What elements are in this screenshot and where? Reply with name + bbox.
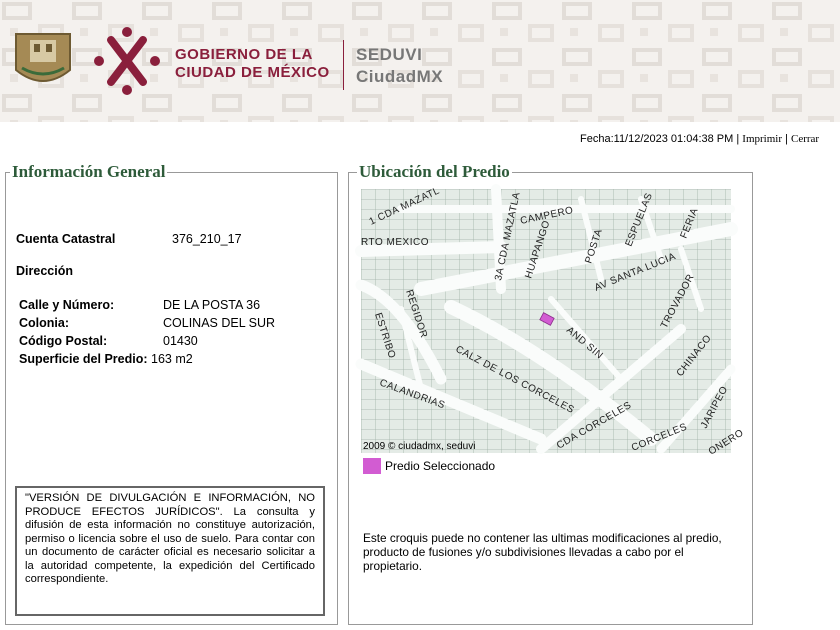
street-posta: POSTA — [583, 227, 605, 265]
map-copyright: 2009 © ciudadmx, seduvi — [363, 441, 476, 452]
street-estribo: ESTRIBO — [372, 311, 398, 361]
location-title: Ubicación del Predio — [359, 162, 510, 181]
cuenta-value: 376_210_17 — [172, 232, 242, 246]
street-mazatlan: 1 CDA MAZATL — [367, 185, 442, 228]
street-corceles: CALZ DE LOS CORCELES — [453, 343, 577, 417]
street-mazatlan-3: 3A CDA MAZATLA — [493, 191, 523, 282]
street-mexico: RTO MEXICO — [361, 237, 429, 248]
street-chinaco: CHINACO — [674, 332, 714, 379]
street-santa-lucia: AV SANTA LUCIA — [593, 251, 678, 294]
cp-label: Código Postal: — [19, 334, 108, 348]
street-regidor: REGIDOR — [403, 288, 430, 340]
general-info-title: Información General — [12, 162, 166, 181]
date-toolbar: Fecha:11/12/2023 01:04:38 PM | Imprimir | Cerrar — [580, 133, 820, 145]
street-huapango: HUAPANGO — [523, 218, 553, 280]
street-calandrias: CALANDRIAS — [377, 377, 447, 412]
street-espuelas: ESPUELAS — [623, 191, 656, 249]
close-link[interactable]: Cerrar — [791, 133, 820, 145]
street-corceles-2: CORCELES — [630, 421, 689, 454]
header-divider — [343, 40, 344, 90]
street-campero: CAMPERO — [519, 204, 575, 227]
map-note: Este croquis puede no contener las ultimas modificaciones al predio, producto de fusiones y/o subdivisiones llevadas a cabo por el propietario. — [363, 531, 722, 573]
street-and-sin: AND SIN — [564, 324, 605, 362]
agency-line-2: CiudadMX — [356, 67, 444, 86]
selected-parcel-swatch — [363, 458, 381, 474]
gov-line-2: CIUDAD DE MÉXICO — [175, 64, 330, 81]
cdmx-coat-of-arms-icon — [12, 30, 74, 90]
gov-line-1: GOBIERNO DE LA — [175, 46, 313, 63]
location-panel — [348, 162, 753, 625]
map-canvas — [361, 185, 746, 458]
date-value: 11/12/2023 01:04:38 PM — [613, 133, 734, 145]
date-label: Fecha: — [580, 133, 614, 145]
street-cda-corceles: CDA CORCELES — [555, 399, 634, 452]
location-map[interactable] — [361, 185, 746, 458]
street-trovador: TROVADOR — [658, 272, 697, 331]
government-name — [175, 46, 335, 82]
page-header — [0, 0, 840, 122]
selected-parcel-label: Predio Seleccionado — [385, 459, 496, 473]
legal-disclaimer: "VERSIÓN DE DIVULGACIÓN E INFORMACIÓN, NO PRODUCE EFECTOS JURÍDICOS". La consulta y difusión de esta información no constituye autorización, permiso o licencia sobre el uso de suelo. Para contar con un documento de carácter oficial es necesario solicitar a la autoridad competente, la expedición del Certificado correspondiente. — [15, 486, 325, 616]
calle-label: Calle y Número: — [19, 298, 115, 312]
colonia-value: COLINAS DEL SUR — [163, 316, 276, 330]
direccion-label: Dirección — [16, 264, 73, 278]
calle-value: DE LA POSTA 36 — [163, 298, 261, 312]
general-info-panel — [5, 162, 338, 625]
street-coneros: ONERO — [706, 427, 746, 458]
superficie-row — [19, 352, 193, 366]
cuenta-label: Cuenta Catastral — [16, 232, 116, 246]
colonia-label: Colonia: — [19, 316, 69, 330]
superficie-value: 163 m2 — [151, 352, 193, 366]
street-jaripeo: JARIPEO — [698, 384, 731, 431]
street-feria: FERIA — [678, 206, 701, 241]
print-link[interactable]: Imprimir — [742, 133, 783, 145]
cp-value: 01430 — [163, 334, 198, 348]
agency-name — [356, 44, 443, 88]
superficie-label: Superficie del Predio: — [19, 352, 148, 366]
agency-line-1: SEDUVI — [356, 45, 423, 64]
cdmx-logo-icon — [93, 26, 161, 96]
